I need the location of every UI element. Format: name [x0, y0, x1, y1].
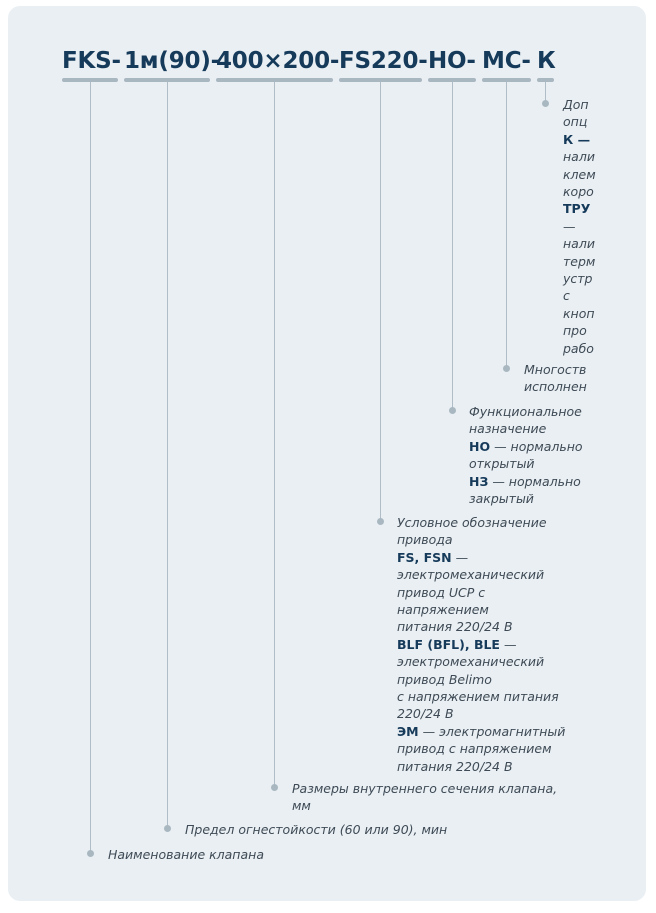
code-part-drive: FS220- [339, 48, 428, 74]
code-part-fire-resistance: 1м(90)- [124, 48, 220, 74]
dot-fire [164, 825, 171, 832]
leader-drive [380, 82, 381, 521]
leader-fire [167, 82, 168, 828]
code-part-size: 400×200- [216, 48, 340, 74]
desc-fire-resistance: Предел огнестойкости (60 или 90), мин [185, 822, 448, 837]
code-part-multisection: МС- [482, 48, 531, 74]
dot-size [271, 784, 278, 791]
dot-function [449, 407, 456, 414]
desc-options: Доп опц К — нали клем коро ТРУ — нали терм устр с кноп про рабо [563, 97, 596, 356]
desc-multisection: Многоств исполнен [524, 362, 587, 395]
desc-drive: Условное обозначение привода FS, FSN — электромеханический привод UCP с напряжением питания 220/24 В BLF (BFL), BLE — электромеханический привод Belimo с напряжением питания 220/24 В ЭМ — электромагнитный привод с напряжением питания 220/24 В [397, 515, 566, 774]
desc-name: Наименование клапана [108, 847, 264, 862]
desc-function: Функциональное назначение НО — нормально открытый НЗ — нормально закрытый [469, 404, 583, 507]
code-part-name: FKS- [62, 48, 121, 74]
dot-multi [503, 365, 510, 372]
leader-size [274, 82, 275, 787]
leader-multi [506, 82, 507, 368]
dot-options [542, 100, 549, 107]
desc-size: Размеры внутреннего сечения клапана, мм [292, 781, 558, 814]
code-part-function: НО- [428, 48, 476, 74]
code-part-options: К [537, 48, 556, 74]
dot-drive [377, 518, 384, 525]
dot-name [87, 850, 94, 857]
leader-name [90, 82, 91, 853]
leader-function [452, 82, 453, 410]
